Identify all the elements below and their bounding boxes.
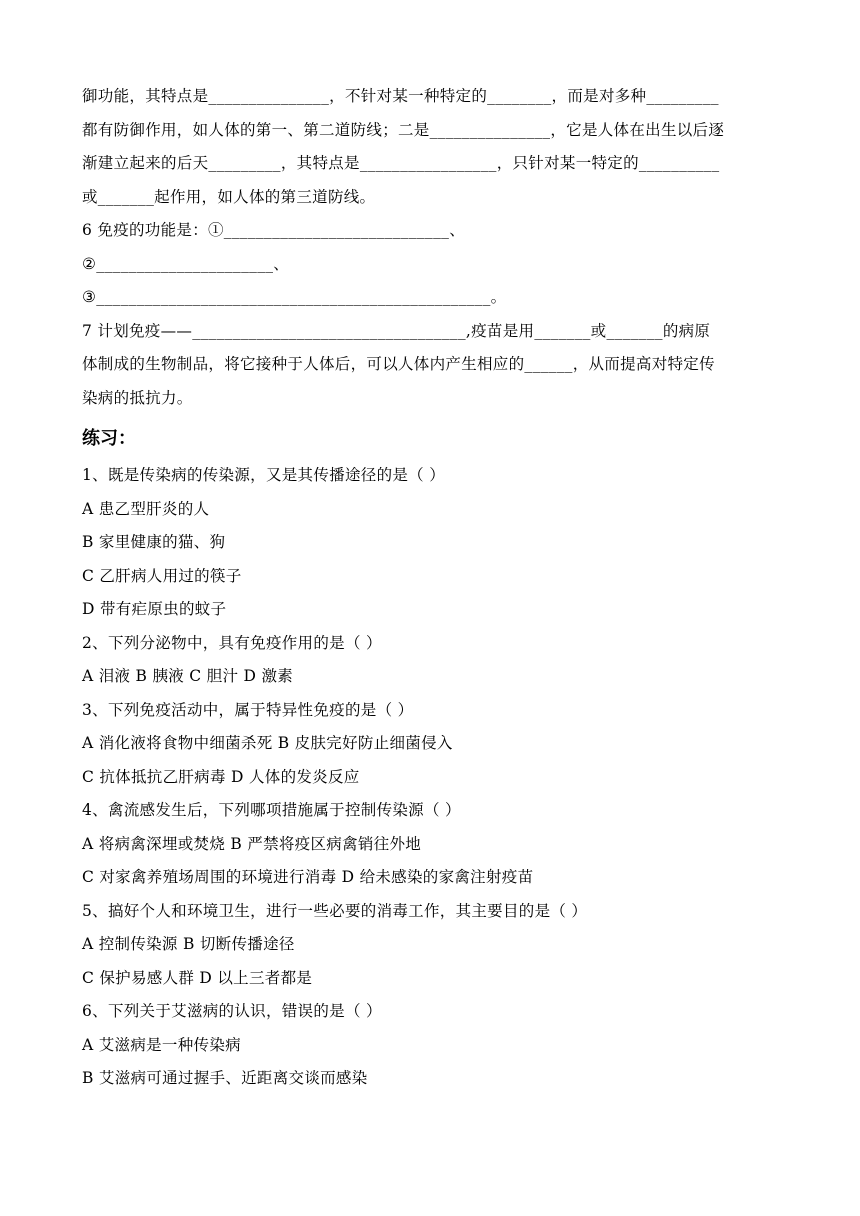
exercise-question — [82, 694, 782, 795]
question-stem: 3、下列免疫活动中，属于特异性免疫的是（ ） — [82, 700, 414, 719]
option-line: A 控制传染源 B 切断传播途径 — [82, 935, 295, 953]
exercise-question — [82, 459, 782, 627]
option-line: A 消化液将食物中细菌杀死 B 皮肤完好防止细菌侵入 — [82, 734, 453, 752]
option-line: D 带有疟原虫的蚊子 — [82, 600, 227, 618]
option-line: A 泪液 B 胰液 C 胆汁 D 激素 — [82, 667, 294, 685]
fill-in-line: 都有防御作用，如人体的第一、第二道防线；二是_______________，它是人体在出生以后逐 — [82, 120, 725, 139]
question-stem: 5、搞好个人和环境卫生，进行一些必要的消毒工作，其主要目的是（ ） — [82, 901, 588, 920]
option-line: A 患乙型肝炎的人 — [82, 499, 210, 518]
document-page — [82, 80, 782, 1096]
option-line: B 家里健康的猫、狗 — [82, 533, 226, 551]
option-line: C 抗体抵抗乙肝病毒 D 人体的发炎反应 — [82, 767, 360, 786]
question-6-line: ②______________________、 — [82, 254, 290, 273]
exercise-question — [82, 995, 782, 1096]
option-line: C 对家禽养殖场周围的环境进行消毒 D 给未感染的家禽注射疫苗 — [82, 868, 534, 886]
question-7-line: 体制成的生物制品，将它接种于人体后，可以人体内产生相应的______，从而提高对特定传 — [82, 355, 715, 373]
exercise-list — [82, 459, 782, 1096]
fill-in-line: 御功能，其特点是_______________，不针对某一种特定的________，而是对多种_________ — [82, 87, 719, 105]
fill-in-line: 或_______起作用，如人体的第三道防线。 — [82, 187, 376, 206]
option-line: A 艾滋病是一种传染病 — [82, 1035, 241, 1054]
option-line: B 艾滋病可通过握手、近距离交谈而感染 — [82, 1069, 368, 1087]
question-7-line: 7 计划免疫——__________________________________,疫苗是用_______或_______的病原 — [82, 321, 711, 340]
option-line: A 将病禽深埋或焚烧 B 严禁将疫区病禽销往外地 — [82, 834, 422, 853]
exercise-question — [82, 627, 782, 694]
exercise-heading: 练习： — [82, 428, 136, 449]
fill-in-line: 渐建立起来的后天_________，其特点是_________________，只针对某一特定的__________ — [82, 154, 720, 172]
question-6-line: 6 免疫的功能是：①____________________________、 — [82, 221, 465, 239]
question-stem: 2、下列分泌物中，具有免疫作用的是（ ） — [82, 633, 382, 652]
question-stem: 6、下列关于艾滋病的认识，错误的是（ ） — [82, 1002, 382, 1020]
question-6-line: ③_________________________________________________。 — [82, 288, 507, 306]
option-line: C 保护易感人群 D 以上三者都是 — [82, 968, 313, 987]
option-line: C 乙肝病人用过的筷子 — [82, 566, 242, 585]
question-stem: 4、禽流感发生后，下列哪项措施属于控制传染源（ ） — [82, 801, 461, 819]
question-7-line: 染病的抵抗力。 — [82, 388, 193, 407]
question-stem: 1、既是传染病的传染源，又是其传播途径的是（ ） — [82, 466, 445, 484]
exercise-question — [82, 794, 782, 895]
exercise-question — [82, 895, 782, 996]
